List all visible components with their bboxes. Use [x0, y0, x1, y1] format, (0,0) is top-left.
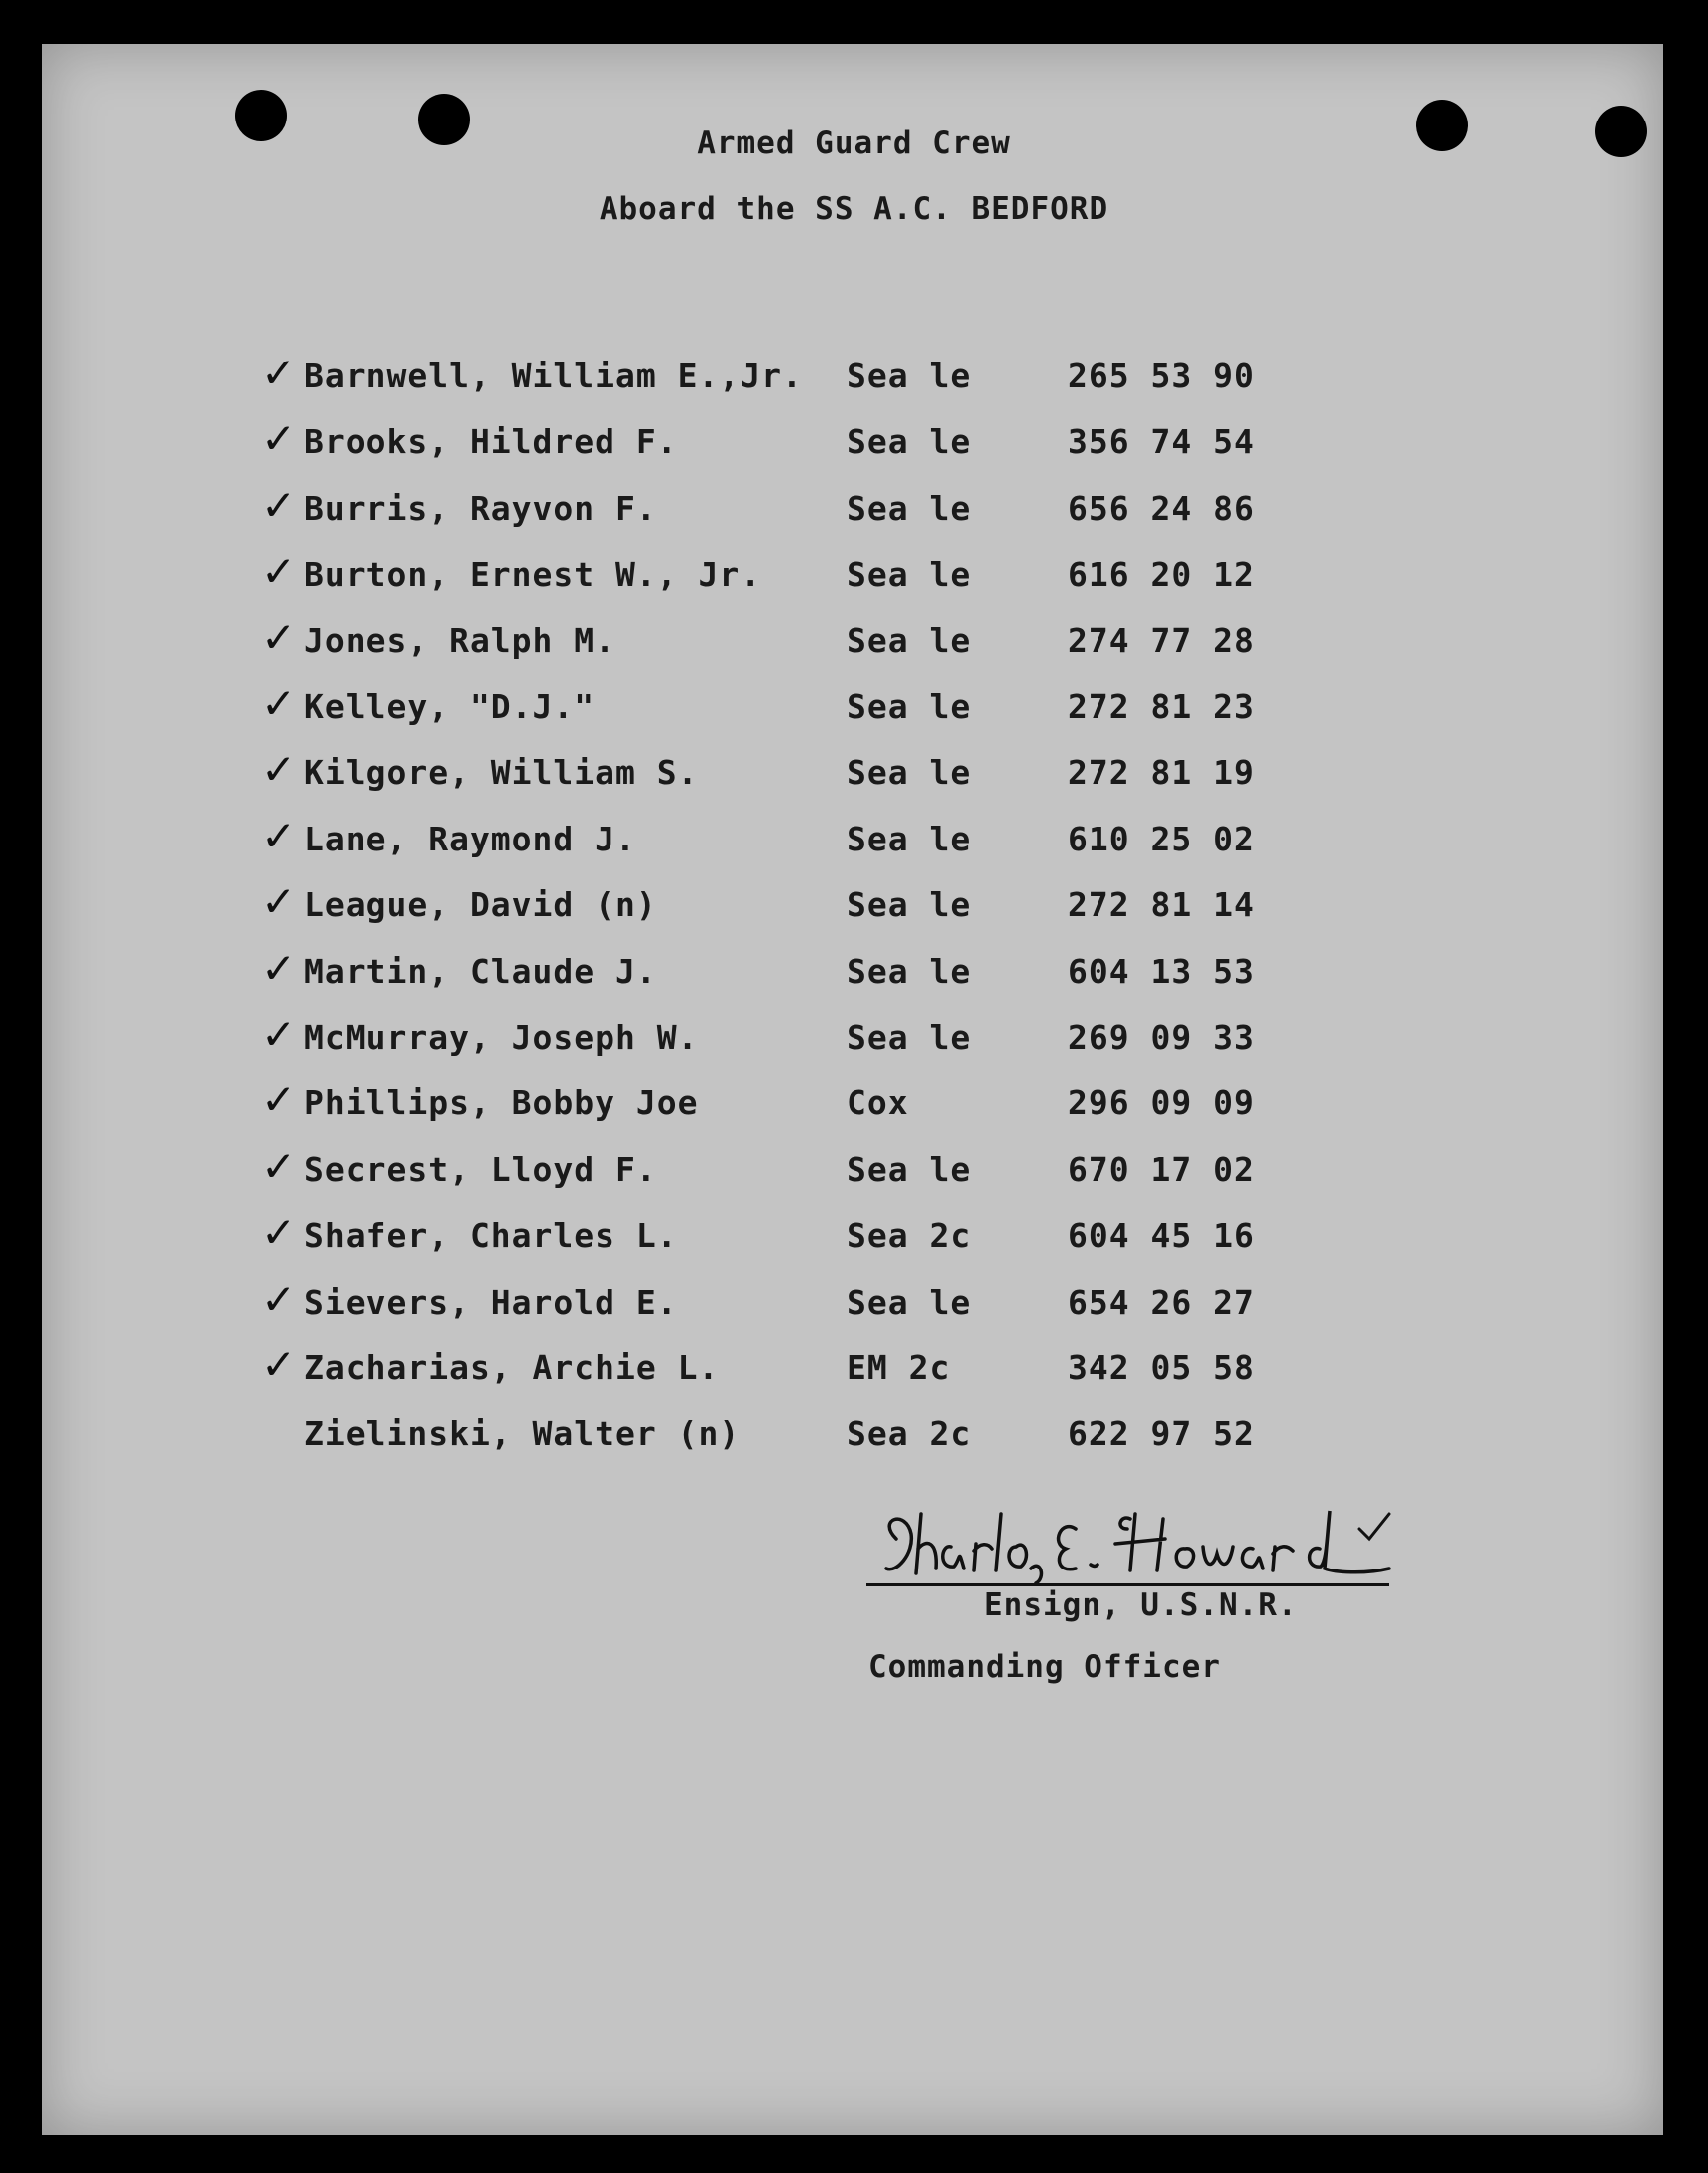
crew-rate: Sea le: [847, 621, 972, 660]
crew-row: [0, 1414, 1708, 1458]
crew-name: Brooks, Hildred F.: [304, 422, 678, 461]
crew-row: [0, 745, 1708, 797]
crew-row: [0, 1010, 1708, 1062]
crew-row: [0, 613, 1708, 665]
crew-serial-number: 265 53 90: [1068, 357, 1255, 395]
crew-rate: Sea le: [847, 820, 972, 858]
crew-rate: Sea le: [847, 1283, 972, 1322]
crew-row: [0, 481, 1708, 533]
crew-serial-number: 272 81 14: [1068, 885, 1255, 924]
crew-rate: Cox: [847, 1084, 909, 1122]
crew-serial-number: 274 77 28: [1068, 621, 1255, 660]
crew-name: Phillips, Bobby Joe: [304, 1084, 699, 1122]
crew-name: Sievers, Harold E.: [304, 1283, 678, 1322]
crew-name: Jones, Ralph M.: [304, 621, 616, 660]
crew-rate: Sea le: [847, 1018, 972, 1057]
checkmark-icon: ✓: [261, 944, 298, 993]
crew-row: [0, 679, 1708, 731]
crew-serial-number: 272 81 23: [1068, 687, 1255, 726]
checkmark-icon: ✓: [261, 1208, 298, 1257]
checkmark-icon: ✓: [261, 812, 298, 860]
crew-rate: Sea le: [847, 1150, 972, 1189]
crew-name: Kilgore, William S.: [304, 753, 699, 792]
crew-rate: EM 2c: [847, 1348, 951, 1387]
signature-underline: [866, 1583, 1389, 1586]
crew-row: [0, 1076, 1708, 1127]
crew-rate: Sea le: [847, 489, 972, 528]
crew-row: [0, 812, 1708, 863]
crew-rate: Sea 2c: [847, 1414, 972, 1453]
crew-serial-number: 656 24 86: [1068, 489, 1255, 528]
crew-serial-number: 604 45 16: [1068, 1216, 1255, 1255]
checkmark-icon: ✓: [261, 414, 298, 463]
crew-row: [0, 1275, 1708, 1327]
crew-name: Secrest, Lloyd F.: [304, 1150, 657, 1189]
crew-rate: Sea le: [847, 753, 972, 792]
signature-title: Ensign, U.S.N.R.: [984, 1587, 1298, 1623]
crew-name: League, David (n): [304, 885, 657, 924]
checkmark-icon: ✓: [261, 745, 298, 794]
crew-serial-number: 670 17 02: [1068, 1150, 1255, 1189]
crew-name: Burton, Ernest W., Jr.: [304, 555, 762, 594]
document-subtitle: Aboard the SS A.C. BEDFORD: [599, 191, 1109, 227]
checkmark-icon: ✓: [261, 613, 298, 662]
handwritten-signature: [866, 1499, 1394, 1588]
crew-serial-number: 622 97 52: [1068, 1414, 1255, 1453]
crew-row: [0, 349, 1708, 400]
crew-name: Zielinski, Walter (n): [304, 1414, 741, 1453]
crew-serial-number: 356 74 54: [1068, 422, 1255, 461]
checkmark-icon: ✓: [261, 349, 298, 397]
crew-serial-number: 616 20 12: [1068, 555, 1255, 594]
crew-rate: Sea le: [847, 422, 972, 461]
crew-rate: Sea le: [847, 952, 972, 991]
crew-row: [0, 877, 1708, 929]
crew-serial-number: 604 13 53: [1068, 952, 1255, 991]
crew-rate: Sea le: [847, 687, 972, 726]
crew-row: [0, 1208, 1708, 1260]
crew-serial-number: 272 81 19: [1068, 753, 1255, 792]
crew-rate: Sea le: [847, 357, 972, 395]
crew-row: [0, 547, 1708, 599]
crew-rate: Sea 2c: [847, 1216, 972, 1255]
checkmark-icon: ✓: [261, 1340, 298, 1389]
crew-name: McMurray, Joseph W.: [304, 1018, 699, 1057]
crew-serial-number: 654 26 27: [1068, 1283, 1255, 1322]
checkmark-icon: ✓: [261, 547, 298, 596]
checkmark-icon: ✓: [261, 1076, 298, 1124]
crew-name: Shafer, Charles L.: [304, 1216, 678, 1255]
crew-serial-number: 296 09 09: [1068, 1084, 1255, 1122]
checkmark-icon: ✓: [261, 481, 298, 530]
crew-serial-number: 269 09 33: [1068, 1018, 1255, 1057]
crew-rate: Sea le: [847, 555, 972, 594]
crew-name: Burris, Rayvon F.: [304, 489, 657, 528]
crew-serial-number: 610 25 02: [1068, 820, 1255, 858]
document-title: Armed Guard Crew: [697, 125, 1011, 161]
crew-row: [0, 1142, 1708, 1194]
crew-name: Zacharias, Archie L.: [304, 1348, 720, 1387]
crew-row: [0, 414, 1708, 466]
crew-row: [0, 1340, 1708, 1392]
crew-rate: Sea le: [847, 885, 972, 924]
crew-row: [0, 944, 1708, 996]
crew-name: Kelley, "D.J.": [304, 687, 596, 726]
crew-name: Martin, Claude J.: [304, 952, 657, 991]
crew-name: Barnwell, William E.,Jr.: [304, 357, 803, 395]
crew-serial-number: 342 05 58: [1068, 1348, 1255, 1387]
signature-role: Commanding Officer: [868, 1649, 1221, 1685]
checkmark-icon: ✓: [261, 1142, 298, 1191]
checkmark-icon: ✓: [261, 679, 298, 728]
checkmark-icon: ✓: [261, 877, 298, 926]
crew-name: Lane, Raymond J.: [304, 820, 636, 858]
checkmark-icon: ✓: [261, 1010, 298, 1059]
checkmark-icon: ✓: [261, 1275, 298, 1324]
